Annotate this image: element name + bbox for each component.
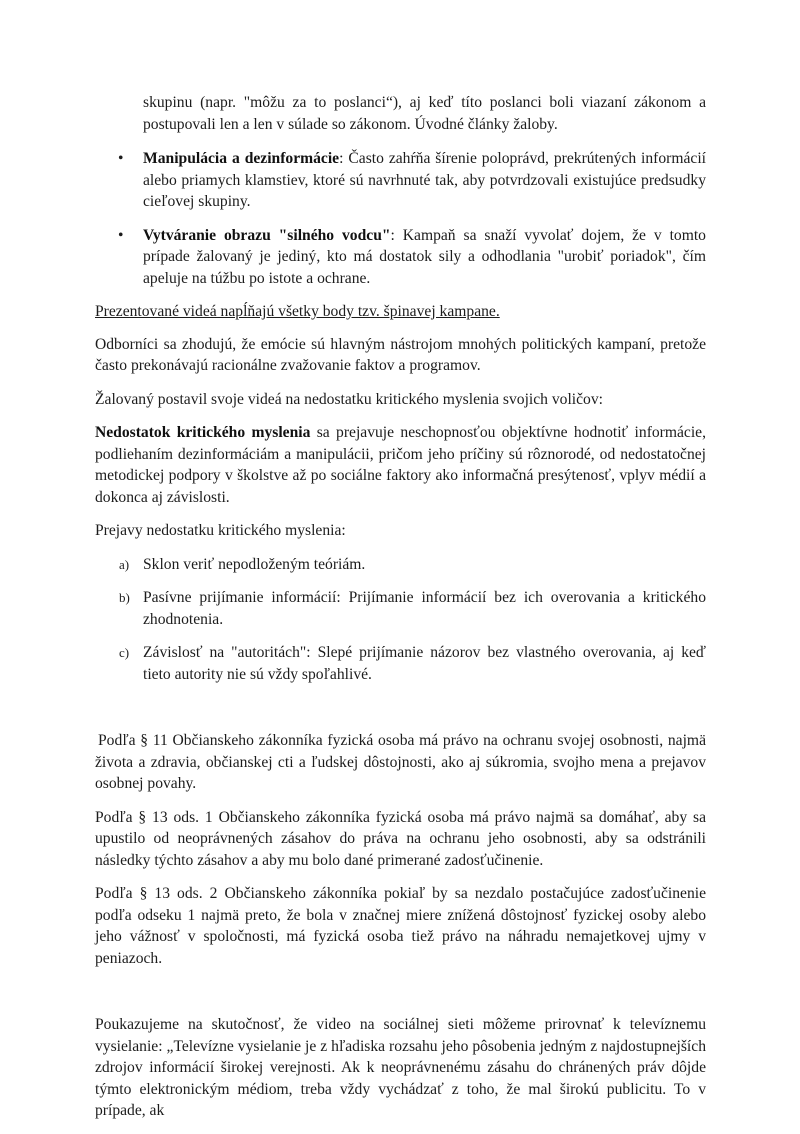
list-marker: a) xyxy=(119,556,130,572)
manifestations-heading: Prejavy nedostatku kritického myslenia: xyxy=(95,522,346,539)
bullet-text: : Často zahŕňa šírenie poloprávd, prekrútených informácií alebo priamych klamstiev, ktoré sú navrhnuté tak, aby potvrdzovali existujúce predsudky cieľovej skupiny. xyxy=(143,150,707,210)
list-item-text: Sklon veriť nepodloženým teóriám. xyxy=(143,555,366,573)
bullet-term: Manipulácia a dezinformácie xyxy=(143,150,340,167)
continuation-paragraph: skupinu (napr. "môžu za to poslanci“), aj keď títo poslanci boli viazaní zákonom a postupovali len a len v súlade so zákonom. Úvodné články žaloby. xyxy=(143,94,706,133)
list-item xyxy=(95,587,706,630)
law-paragraph-s11: Podľa § 11 Občianskeho zákonníka fyzická osoba má právo na ochranu svojej osobnosti, najmä života a zdravia, občianskej cti a ľudskej dôstojnosti, ako aj súkromia, svojho mena a prejavov osobnej povahy. xyxy=(95,732,706,792)
bullet-item-strong-leader xyxy=(95,225,706,290)
critical-thinking-paragraph xyxy=(95,422,706,508)
manifestations-list xyxy=(95,554,706,686)
critical-thinking-term: Nedostatok kritického myslenia xyxy=(95,424,311,441)
bullet-icon: • xyxy=(118,150,124,167)
critical-thinking-text: sa prejavuje neschopnosťou objektívne hodnotiť informácie, podliehaním dezinformáciám a manipulácii, pričom jeho príčiny sú rôznorodé, od nedostatočnej metodickej podpory v školstve až po sociálne faktory ako informačná presýtenosť, vplyv médií a dokonca aj závislosti. xyxy=(95,424,706,506)
list-marker: b) xyxy=(119,590,130,605)
spacer xyxy=(95,981,706,1014)
bullet-icon: • xyxy=(118,226,124,244)
defendant-paragraph: Žalovaný postavil svoje videá na nedostatku kritického myslenia svojich voličov: xyxy=(95,390,603,408)
list-item xyxy=(95,554,706,576)
law-paragraph-s13-2: Podľa § 13 ods. 2 Občianskeho zákonníka pokiaľ by sa nezdalo postačujúce zadosťučinenie podľa odseku 1 najmä preto, že bola v značnej miere znížená dôstojnosť fyzickej osoby alebo jeho vážnosť v spoločnosti, má fyzická osoba tiež právo na náhradu nemajetkovej ujmy v peniazoch. xyxy=(95,885,706,967)
document-page xyxy=(95,92,706,1134)
law-paragraph-s13-1: Podľa § 13 ods. 1 Občianskeho zákonníka fyzická osoba má právo najmä sa domáhať, aby sa upustilo od neoprávnených zásahov do práva na ochranu jeho osobnosti, aby sa odstránili následky týchto zásahov a aby mu bolo dané primerané zadosťučinenie. xyxy=(95,808,706,869)
list-item xyxy=(95,642,706,685)
bullet-term: Vytváranie obrazu "silného vodcu" xyxy=(143,226,391,244)
list-item-text: Pasívne prijímanie informácií: Prijímanie informácií bez ich overovania a kritického zhodnotenia. xyxy=(143,589,706,628)
spacer xyxy=(95,697,706,730)
experts-paragraph: Odborníci sa zhodujú, že emócie sú hlavným nástrojom mnohých politických kampaní, pretože často prekonávajú racionálne zvažovanie faktov a programov. xyxy=(95,335,706,374)
list-item-text: Závislosť na "autoritách": Slepé prijímanie názorov bez vlastného overovania, aj keď tieto autority nie sú vždy spoľahlivé. xyxy=(143,644,706,683)
underlined-heading: Prezentované videá napĺňajú všetky body tzv. špinavej kampane. xyxy=(95,303,500,320)
list-marker: c) xyxy=(119,645,130,660)
tv-broadcast-paragraph: Poukazujeme na skutočnosť, že video na sociálnej sieti môžeme prirovnať k televíznemu vysielanie: „Televízne vysielanie je z hľadiska rozsahu jeho pôsobenia jedným z najdostupnejších zdrojov informácií širokej verejnosti. Ak k neoprávnenému zásahu do chránených práv dôjde týmto elektronickým médiom, treba vždy vychádzať z toho, že mal širokú publicitu. To v prípade, ak xyxy=(95,1016,706,1119)
bullet-list xyxy=(95,148,706,289)
bullet-item-manipulation xyxy=(95,148,706,213)
bullet-text: : Kampaň sa snaží vyvolať dojem, že v tomto prípade žalovaný je jediný, kto má dostatok sily a odhodlania "urobiť poriadok", čím apeluje na túžbu po istote a ochrane. xyxy=(143,226,706,287)
